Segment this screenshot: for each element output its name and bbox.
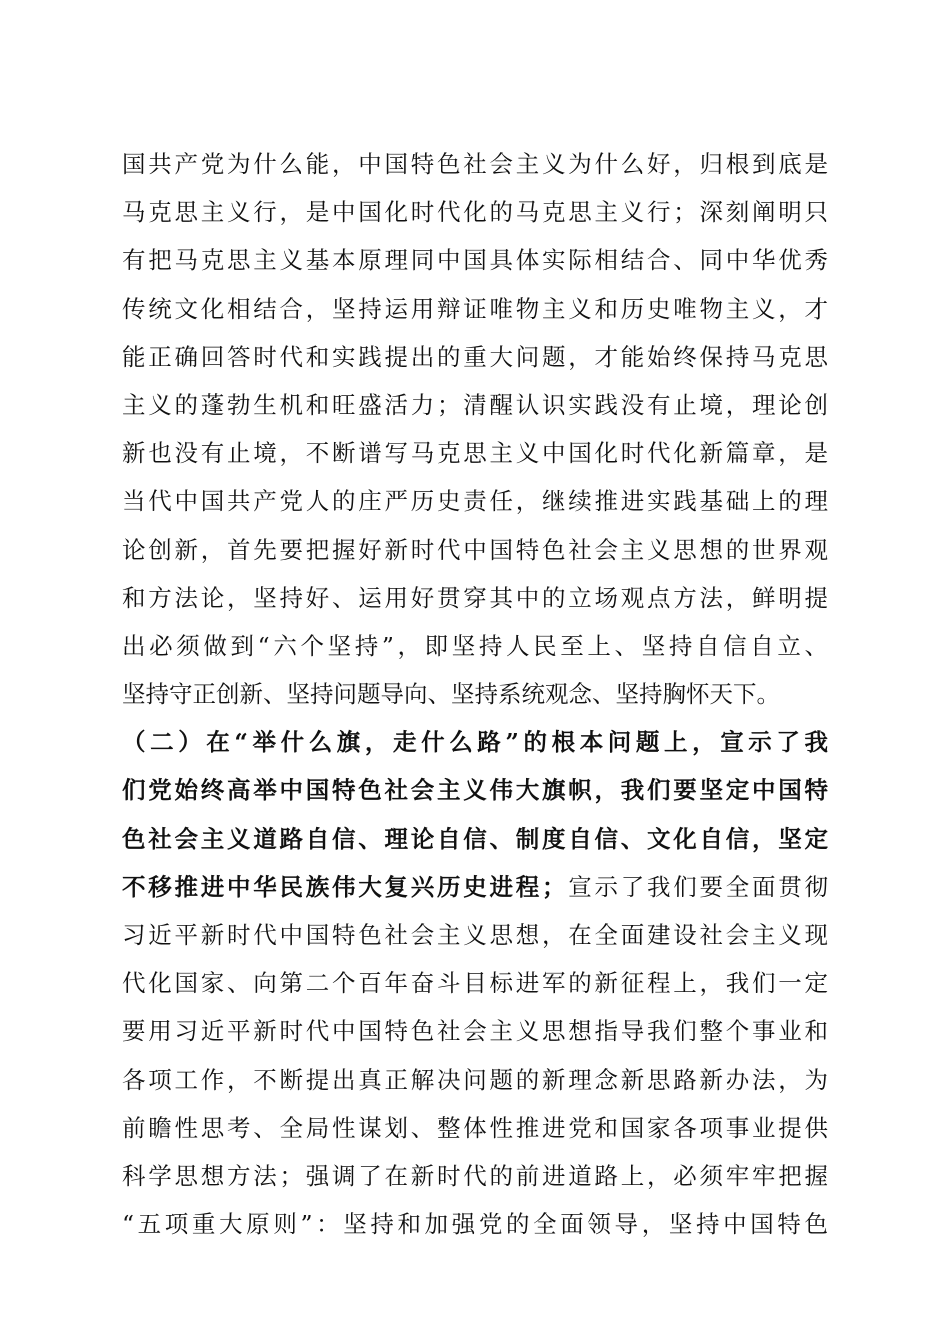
text-line: 各项工作，不断提出真正解决问题的新理念新思路新办法，为 [122, 1065, 828, 1094]
text-line: 坚持守正创新、坚持问题导向、坚持系统观念、坚持胸怀天下。 [122, 680, 780, 709]
text-line: “五项重大原则”：坚持和加强党的全面领导，坚持中国特色 [122, 1210, 828, 1239]
text-line: 新也没有止境，不断谱写马克思主义中国化时代化新篇章，是 [122, 439, 828, 468]
section-heading-line: （二）在“举什么旗，走什么路”的根本问题上，宣示了我 [122, 728, 828, 757]
text-line-mixed [122, 863, 828, 911]
text-line: 代化国家、向第二个百年奋斗目标进军的新征程上，我们一定 [122, 969, 828, 998]
text-normal-segment: 宣示了我们要全面贯彻 [565, 872, 828, 901]
text-line-bold: 色社会主义道路自信、理论自信、制度自信、文化自信，坚定 [122, 824, 828, 853]
text-line-bold: 们党始终高举中国特色社会主义伟大旗帜，我们要坚定中国特 [122, 776, 828, 805]
text-line: 出必须做到“六个坚持”，即坚持人民至上、坚持自信自立、 [122, 631, 828, 660]
text-line: 论创新，首先要把握好新时代中国特色社会主义思想的世界观 [122, 535, 828, 564]
paragraph-1 [122, 140, 828, 718]
text-line: 习近平新时代中国特色社会主义思想，在全面建设社会主义现 [122, 921, 828, 949]
text-line: 传统文化相结合，坚持运用辩证唯物主义和历史唯物主义，才 [122, 294, 828, 323]
text-line: 能正确回答时代和实践提出的重大问题，才能始终保持马克思 [122, 342, 828, 371]
text-line: 和方法论，坚持好、运用好贯穿其中的立场观点方法，鲜明提 [122, 583, 828, 612]
text-line: 主义的蓬勃生机和旺盛活力；清醒认识实践没有止境，理论创 [122, 390, 828, 419]
text-line: 科学思想方法；强调了在新时代的前进道路上，必须牢牢把握 [122, 1161, 828, 1190]
text-line: 前瞻性思考、全局性谋划、整体性推进党和国家各项事业提供 [122, 1113, 828, 1142]
text-line: 要用习近平新时代中国特色社会主义思想指导我们整个事业和 [122, 1017, 828, 1046]
paragraph-2 [122, 718, 828, 1248]
text-line: 国共产党为什么能，中国特色社会主义为什么好，归根到底是 [122, 150, 828, 178]
text-bold-segment: 不移推进中华民族伟大复兴历史进程； [122, 872, 566, 901]
body-text [122, 140, 828, 1248]
text-line: 有把马克思主义基本原理同中国具体实际相结合、同中华优秀 [122, 246, 828, 275]
text-line: 马克思主义行，是中国化时代化的马克思主义行；深刻阐明只 [122, 198, 828, 227]
text-line: 当代中国共产党人的庄严历史责任，继续推进实践基础上的理 [122, 487, 828, 516]
